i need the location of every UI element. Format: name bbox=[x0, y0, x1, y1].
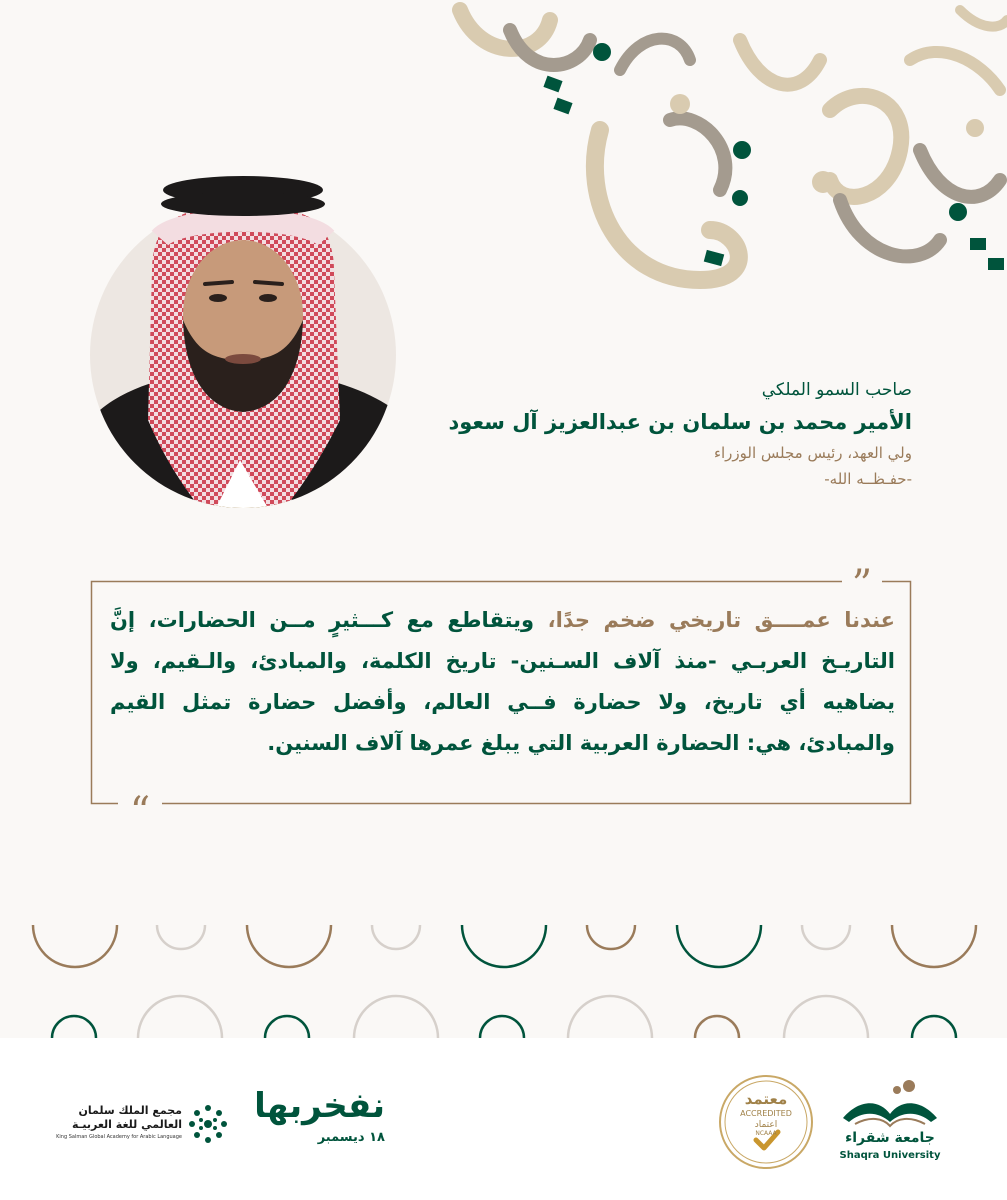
academy-logo bbox=[55, 1098, 230, 1158]
person-role: ولي العهد، رئيس مجلس الوزراء bbox=[713, 444, 912, 462]
footer-logos bbox=[0, 1038, 1007, 1200]
portrait-photo bbox=[90, 160, 400, 520]
academy-name-line2: العالمي للغة العربيـة bbox=[71, 1118, 182, 1131]
academy-name-en: King Salman Global Academy for Arabic Language bbox=[56, 1134, 182, 1140]
profile-titles bbox=[412, 380, 912, 488]
accreditation-ar-top: معتمد bbox=[744, 1090, 788, 1108]
university-name-en: Shaqra University bbox=[839, 1150, 941, 1161]
accreditation-seal bbox=[718, 1074, 814, 1170]
quote-text bbox=[110, 600, 895, 764]
campaign-logo bbox=[245, 1086, 395, 1156]
honorific-label: صاحب السمو الملكي bbox=[761, 380, 912, 400]
academy-emblem-icon bbox=[186, 1102, 230, 1146]
campaign-date: ١٨ ديسمبر bbox=[317, 1130, 385, 1145]
quote-open-mark: ” bbox=[851, 562, 873, 608]
quote-highlight: عندنا عمــــق تاريخي ضخم جدًا، bbox=[547, 608, 896, 632]
academy-name-line1: مجمع الملك سلمان bbox=[78, 1104, 182, 1117]
prayer-text: -حفـظــه الله- bbox=[824, 470, 912, 488]
quote-close-mark: “ bbox=[129, 789, 151, 835]
university-logo bbox=[835, 1078, 945, 1168]
person-name: الأمير محمد بن سلمان بن عبدالعزيز آل سعود bbox=[448, 410, 912, 434]
calligraphy-decoration bbox=[440, 0, 1007, 300]
quote-body: ويتقاطع مع كـــثيرٍ مــن الحضارات، إنَّ التاريـخ العربـي -منذ آلاف السـنين- تاريخ الكلمة، والمبادئ، والـقيم، ولا يضاهيه أي تاريخ، ولا حضارة فــي العالم، وأفضل حضارة تمثل القيم والمبادئ، هي: الحضارة العربية التي يبلغ عمرها آلاف السنين. bbox=[110, 608, 895, 755]
book-emblem-icon bbox=[835, 1078, 945, 1132]
accreditation-en: ACCREDITED bbox=[740, 1109, 792, 1118]
university-name-ar: جامعة شقراء bbox=[845, 1130, 935, 1146]
accreditation-ar-bottom: اعتماد bbox=[754, 1120, 778, 1130]
campaign-title: نفخربها bbox=[254, 1086, 385, 1126]
circles-decoration bbox=[0, 895, 1007, 1040]
accreditation-org: NCAAA bbox=[755, 1130, 777, 1137]
